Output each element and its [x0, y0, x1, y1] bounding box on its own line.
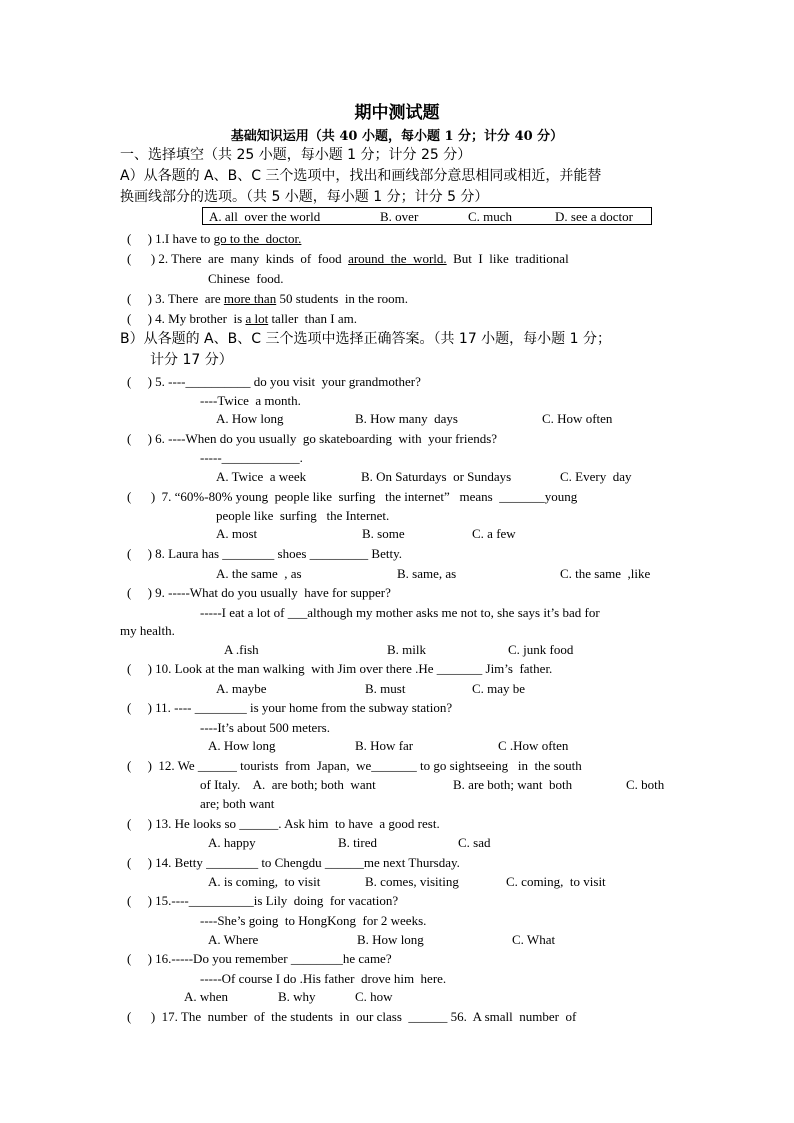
question-11: ( ) 11. ---- ________ is your home from the subway station?	[127, 700, 453, 715]
question-13: ( ) 13. He looks so ______. Ask him to have a good rest.	[127, 816, 440, 831]
question-16: ( ) 16.-----Do you remember ________he came?	[127, 951, 392, 966]
option-b: B. are both; want both	[453, 777, 573, 792]
question-9: ( ) 9. -----What do you usually have for supper?	[127, 585, 391, 600]
option-c: C. a few	[472, 526, 516, 541]
question-15: ( ) 15.----__________is Lily doing for vacation?	[127, 893, 399, 908]
option-c: C. sad	[458, 835, 491, 850]
section-heading: 一、选择填空（共 25 小题，每小题 1 分；计分 25 分）	[120, 147, 472, 163]
option-c: C. junk food	[508, 642, 574, 657]
question-1: ( ) 1.I have to go to the doctor.	[127, 231, 302, 246]
option-a: A. Where	[208, 932, 259, 947]
question-17: ( ) 17. The number of the students in our class ______ 56. A small number of	[127, 1009, 577, 1024]
question-2-cont: Chinese food.	[208, 271, 284, 286]
option-b: B. comes, visiting	[365, 874, 459, 889]
option-a: A. happy	[208, 835, 256, 850]
question-7: ( ) 7. “60%-80% young people like surfing the internet” means _______young	[127, 489, 578, 504]
option-a: A. most	[216, 526, 258, 541]
box-option-b: B. over	[380, 209, 419, 224]
option-c: C .How often	[498, 738, 569, 753]
part-b-instruction-cont: 计分 17 分）	[150, 352, 233, 368]
question-12-cont-2: are; both want	[200, 796, 275, 811]
option-a: A. when	[184, 989, 229, 1004]
part-a-instruction-cont: 换画线部分的选项。（共 5 小题，每小题 1 分；计分 5 分）	[120, 189, 489, 205]
option-a: A. is coming, to visit	[208, 874, 321, 889]
question-11-answer: ----It’s about 500 meters.	[200, 720, 330, 735]
option-b: B. tired	[338, 835, 377, 850]
question-10: ( ) 10. Look at the man walking with Jim over there .He _______ Jim’s father.	[127, 661, 553, 676]
option-b: B. same, as	[397, 566, 457, 581]
question-9-cont: my health.	[120, 623, 175, 638]
question-15-answer: ----She’s going to HongKong for 2 weeks.	[200, 913, 427, 928]
option-c: C. the same ,like	[560, 566, 651, 581]
option-a: A .fish	[224, 642, 259, 657]
option-b: B. On Saturdays or Sundays	[361, 469, 512, 484]
question-7-cont: people like surfing the Internet.	[216, 508, 390, 523]
part-b-instruction: B）从各题的 A、B、C 三个选项中选择正确答案。（共 17 小题，每小题 1 分；	[120, 331, 611, 347]
question-12: ( ) 12. We ______ tourists from Japan, we_______ to go sightseeing in the south	[127, 758, 582, 773]
question-9-answer: -----I eat a lot of ___although my mother asks me not to, she says it’s bad for	[200, 605, 600, 620]
option-c: C. How often	[542, 411, 613, 426]
question-12-cont: of Italy. A. are both; both want	[200, 777, 376, 792]
question-3: ( ) 3. There are more than 50 students in the room.	[127, 291, 408, 306]
question-14: ( ) 14. Betty ________ to Chengdu ______me next Thursday.	[127, 855, 460, 870]
box-option-c: C. much	[468, 209, 513, 224]
option-a: A. How long	[208, 738, 276, 753]
option-a: A. maybe	[216, 681, 267, 696]
question-6-answer: -----____________.	[200, 450, 303, 465]
option-c: C. Every day	[560, 469, 632, 484]
question-5-answer: ----Twice a month.	[200, 393, 301, 408]
question-5: ( ) 5. ----__________ do you visit your grandmother?	[127, 374, 421, 389]
option-a: A. How long	[216, 411, 284, 426]
option-b: B. must	[365, 681, 406, 696]
option-c: C. What	[512, 932, 556, 947]
option-b: B. How long	[357, 932, 424, 947]
option-b: B. How many days	[355, 411, 458, 426]
question-6: ( ) 6. ----When do you usually go skateboarding with your friends?	[127, 431, 498, 446]
question-16-answer: -----Of course I do .His father drove him here.	[200, 971, 447, 986]
option-c: C. how	[355, 989, 393, 1004]
option-c: C. may be	[472, 681, 526, 696]
question-8: ( ) 8. Laura has ________ shoes _________ Betty.	[127, 546, 403, 561]
option-c: C. coming, to visit	[506, 874, 606, 889]
option-a: A. Twice a week	[216, 469, 307, 484]
option-b: B. some	[362, 526, 405, 541]
option-b: B. milk	[387, 642, 427, 657]
page-subtitle: 基础知识运用（共 40 小题，每小题 1 分；计分 40 分）	[230, 129, 564, 144]
question-4: ( ) 4. My brother is a lot taller than I am.	[127, 311, 357, 326]
option-b: B. How far	[355, 738, 414, 753]
option-a: A. the same , as	[216, 566, 302, 581]
box-option-d: D. see a doctor	[555, 209, 633, 224]
option-c: C. both	[626, 777, 665, 792]
box-option-a: A. all over the world	[209, 209, 321, 224]
question-2: ( ) 2. There are many kinds of food around the world. But I like traditional	[127, 251, 569, 266]
page-title: 期中测试题	[354, 103, 440, 123]
options-box	[202, 207, 652, 225]
part-a-instruction: A）从各题的 A、B、C 三个选项中，找出和画线部分意思相同或相近，并能替	[120, 168, 602, 184]
option-b: B. why	[278, 989, 316, 1004]
